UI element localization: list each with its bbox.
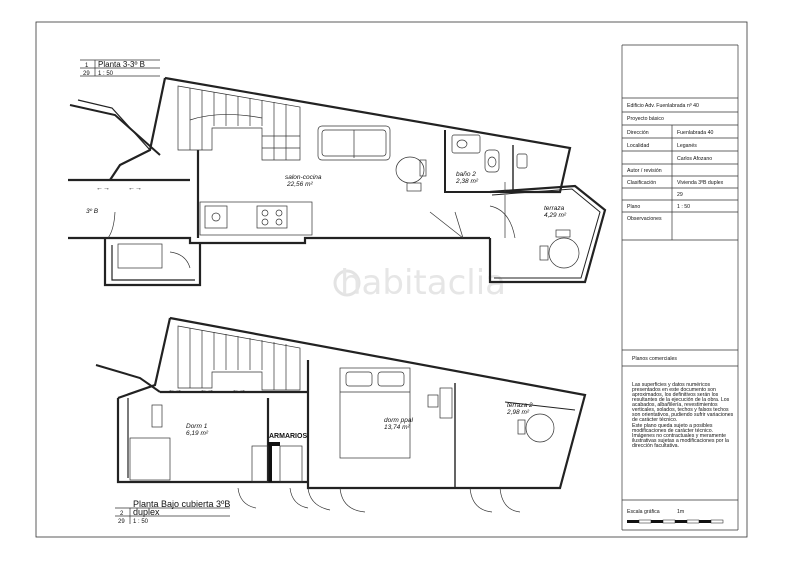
svg-text:ilustrativas sujetas a modific: ilustrativas sujetas a modificaciones por la (632, 438, 729, 444)
terrace2-table-icon (518, 414, 554, 442)
svg-text:Plano: Plano (627, 204, 641, 210)
upper-floor-plan (68, 60, 605, 285)
svg-text:←→: ←→ (96, 185, 110, 192)
svg-text:duplex: duplex (133, 507, 160, 517)
svg-text:Clasificación: Clasificación (627, 180, 657, 186)
svg-text:Fuenlabrada 40: Fuenlabrada 40 (677, 130, 714, 136)
room-name: Dorm 1 (186, 423, 208, 430)
room-name: salon-cocina (285, 174, 322, 181)
svg-text:←→: ←→ (128, 185, 142, 192)
terrace-table-icon (540, 230, 579, 268)
room-area: 4,29 m² (544, 212, 567, 219)
svg-text:acabados, albañilería, revesti: acabados, albañilería, revestimientos (632, 402, 718, 408)
scale-bar (627, 520, 723, 523)
svg-text:Leganés: Leganés (677, 143, 697, 149)
room-name: terraza 2 (507, 402, 533, 409)
svg-text:←→: ←→ (200, 387, 214, 394)
svg-text:aproximados, los definitivos s: aproximados, los definitivos serán los (632, 392, 719, 398)
bed-icon (340, 368, 410, 458)
svg-text:1 : 50: 1 : 50 (677, 204, 690, 210)
room-area: 6,19 m² (186, 430, 209, 437)
svg-text:Localidad: Localidad (627, 143, 650, 149)
room-name: terraza (544, 205, 565, 212)
room-area: 2,38 m² (456, 178, 479, 185)
svg-text:verticales, solados, techos y: verticales, solados, techos y falsos techos (632, 407, 729, 413)
sheet-type: Planos comerciales (632, 356, 677, 362)
svg-text:de carácter técnico.: de carácter técnico. (632, 417, 678, 423)
room-area: 13,74 m² (384, 424, 410, 431)
svg-text:Este plano queda sujeto a posi: Este plano queda sujeto a posibles (632, 423, 713, 429)
plan-label-upper (80, 60, 160, 77)
room-area: 2,98 m² (507, 409, 530, 416)
sofa-icon (318, 126, 390, 160)
project-name: Proyecto básico (627, 116, 664, 122)
wardrobe-label: ARMARIOS (269, 433, 308, 440)
svg-text:modificaciones de carácter téc: modificaciones de carácter técnico. (632, 428, 714, 434)
svg-text:son orientativos, pudiendo suf: son orientativos, pudiendo sufrir variaciones (632, 412, 734, 418)
svg-text:29: 29 (83, 71, 90, 77)
svg-text:Vivienda 3ºB duplex: Vivienda 3ºB duplex (677, 180, 724, 186)
svg-text:2: 2 (120, 511, 124, 517)
table-chair-icon (396, 157, 426, 191)
svg-text:Observaciones: Observaciones (627, 216, 662, 222)
title-block (622, 45, 738, 530)
room-area: 22,56 m² (287, 181, 313, 188)
room-name: dorm ppal (384, 417, 413, 424)
svg-text:presentados en este documento: presentados en este documento son (632, 387, 716, 393)
svg-text:Planta Bajo cubierta 3ºB: Planta Bajo cubierta 3ºB (133, 499, 231, 509)
lower-floor-plan (96, 318, 585, 525)
wardrobe-block (252, 442, 302, 482)
plan-label-lower (115, 499, 230, 525)
svg-text:Carlos Afozano: Carlos Afozano (677, 156, 713, 162)
unit-label: 3º B (86, 208, 99, 215)
room-name: baño 2 (456, 171, 476, 178)
stairs-lower (178, 326, 300, 390)
svg-text:habitaclia: habitaclia (340, 263, 506, 303)
scale-value: 1m (677, 509, 685, 515)
svg-text:Las superficies y datos numéri: Las superficies y datos numéricos (632, 382, 711, 388)
building-name: Edificio Adv. Fuenlabrada nº 40 (627, 103, 699, 109)
svg-text:Imágenes no contractuales y me: Imágenes no contractuales y meramente (632, 433, 727, 439)
svg-text:←→: ←→ (232, 387, 246, 394)
svg-text:←→: ←→ (168, 387, 182, 394)
svg-text:1 : 50: 1 : 50 (133, 519, 149, 525)
notes-block (632, 382, 734, 449)
svg-text:dirección facultativa.: dirección facultativa. (632, 443, 679, 449)
svg-text:1: 1 (85, 63, 89, 69)
svg-text:1 : 50: 1 : 50 (98, 71, 114, 77)
watermark (335, 263, 506, 303)
svg-text:Planta 3-3º B: Planta 3-3º B (98, 60, 145, 69)
svg-text:resultantes de la ejecución de: resultantes de la ejecución de la obra. Los (632, 397, 730, 403)
svg-text:29: 29 (118, 519, 125, 525)
scale-label: Escala gráfica (627, 509, 660, 515)
kitchen-counter (200, 202, 312, 235)
svg-text:Dirección: Dirección (627, 130, 649, 136)
svg-text:29: 29 (677, 192, 683, 198)
svg-text:Autor / revisión: Autor / revisión (627, 168, 662, 174)
